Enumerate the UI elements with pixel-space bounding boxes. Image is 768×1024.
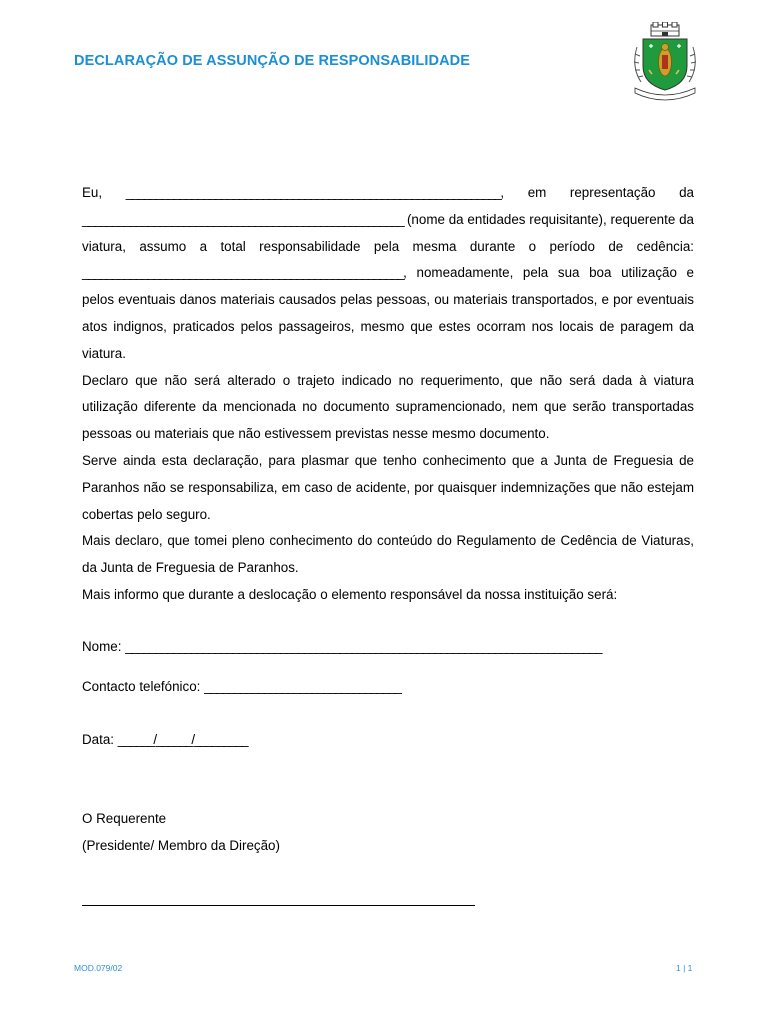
text-da: da [679,185,694,200]
footer-form-code: MOD.079/02 [74,963,123,973]
signature-role: O Requerente [82,811,167,826]
paragraph-2: Declaro que não será alterado o trajeto indicado no requerimento, que não será dada à viatura utilização diferente da mencionada no documento supramencionado, nem que serão transportadas pessoas ou materiais que não estivessem previstas nesse mesmo documento. [82,372,694,442]
nome-field [82,639,601,654]
footer-page-number: 1 | 1 [676,963,693,973]
text-eu: Eu, [82,185,103,200]
text-entity-note: (nome da entidades requisitante), [406,211,607,227]
contacto-line[interactable]: _________________________________ [204,679,401,694]
text-after-name: , em representação [500,185,656,200]
nome-label: Nome: [82,639,122,654]
nome-line[interactable]: ________________________________________________________________________________ [125,639,601,654]
data-line[interactable]: ______/______/_________ [117,732,248,747]
text-p1-end: , nomeadamente, pela sua boa utilização e pelos eventuais danos materiais causados pelas pessoas, ou materiais transportados, e por eventuais atos indignos, praticados pelos passageiros, mesmo que estes ocorram nos locais de paragem da viatura. [82,265,694,361]
contacto-label: Contacto telefónico: [82,679,201,694]
paragraph-4: Mais declaro, que tomei pleno conhecimento do conteúdo do Regulamento de Cedência de Viaturas, da Junta de Freguesia de Paranhos. [82,533,694,576]
paranhos-coat-of-arms-logo [629,22,701,104]
data-label: Data: [82,732,115,747]
contacto-field [82,679,400,694]
text-p1-middle: requerente da viatura, assumo a total responsabilidade pela mesma durante o período de cedência: [82,211,694,254]
representative-name-blank[interactable]: _______________________________________________________________ [125,185,501,200]
entity-name-blank[interactable]: ______________________________________________________ [82,211,404,227]
cedencia-period-blank[interactable]: ______________________________________________________ [82,265,404,281]
paragraph-5: Mais informo que durante a deslocação o elemento responsável da nossa instituição será: [82,586,618,602]
paragraph-1 [82,180,694,368]
document-title: DECLARAÇÃO DE ASSUNÇÃO DE RESPONSABILIDADE [74,53,470,69]
declaration-body [82,180,694,609]
data-field [82,732,247,747]
signature-line[interactable] [82,905,475,906]
paragraph-3: Serve ainda esta declaração, para plasmar que tenho conhecimento que a Junta de Freguesia de Paranhos não se responsabiliza, em caso de acidente, por quaisquer indemnizações que não estejam cobertas pelo seguro. [82,452,694,522]
signature-role-detail: (Presidente/ Membro da Direção) [82,838,280,853]
